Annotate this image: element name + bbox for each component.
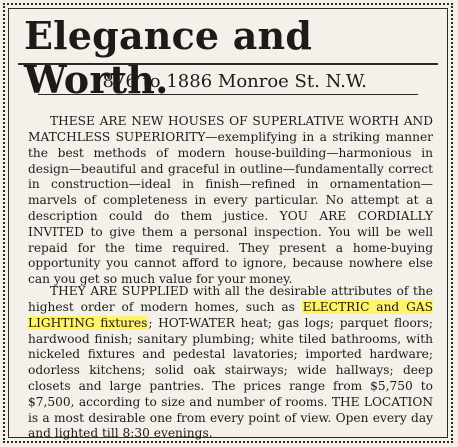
headline-rule — [18, 63, 438, 65]
paragraph-2-rest: ; HOT-WATER heat; gas logs; parquet floors; hardwood finish; sanitary plumbing; white tiled bathrooms, with nickeled fixtures and pedestal lavatories; imported hardware; odorless kitchens; solid oak stairways; wide hallways; deep closets and large pantries. The prices range from $5,750 to $7,500, according to size and number of rooms. THE LOCATION is a most desirable one from every point of view. Open every day and lighted till 8:30 evenings. — [28, 315, 433, 441]
address-subhead: 1876 to 1886 Monroe St. N.W. — [91, 71, 367, 92]
headline: Elegance and Worth. — [24, 13, 313, 102]
paragraph-1: THESE ARE NEW HOUSES OF SUPERLATIVE WORTH AND MATCHLESS SUPERIORITY—exemplifying in a striking manner the best methods of modern house-building—harmonious in design—beautiful and graceful in outline—fundamentally correct in construction—ideal in finish—refined in ornamentation—marvels of completeness in every particular. No attempt at a description could do them justice. YOU ARE CORDIALLY INVITED to give them a personal inspection. You will be well repaid for the time required. They present a home-buying opportunity you cannot afford to ignore, because nowhere else can you get so much value for your money. — [28, 114, 433, 287]
paragraph-2-lead: THEY ARE SUPPLIED with all the desirable attributes of the highest order of modern homes, such as — [28, 284, 433, 314]
highlighted-phrase: ELECTRIC and GAS LIGHTING fixtures — [28, 299, 433, 330]
paragraph-2 — [28, 284, 433, 442]
subhead-rule — [38, 94, 418, 95]
